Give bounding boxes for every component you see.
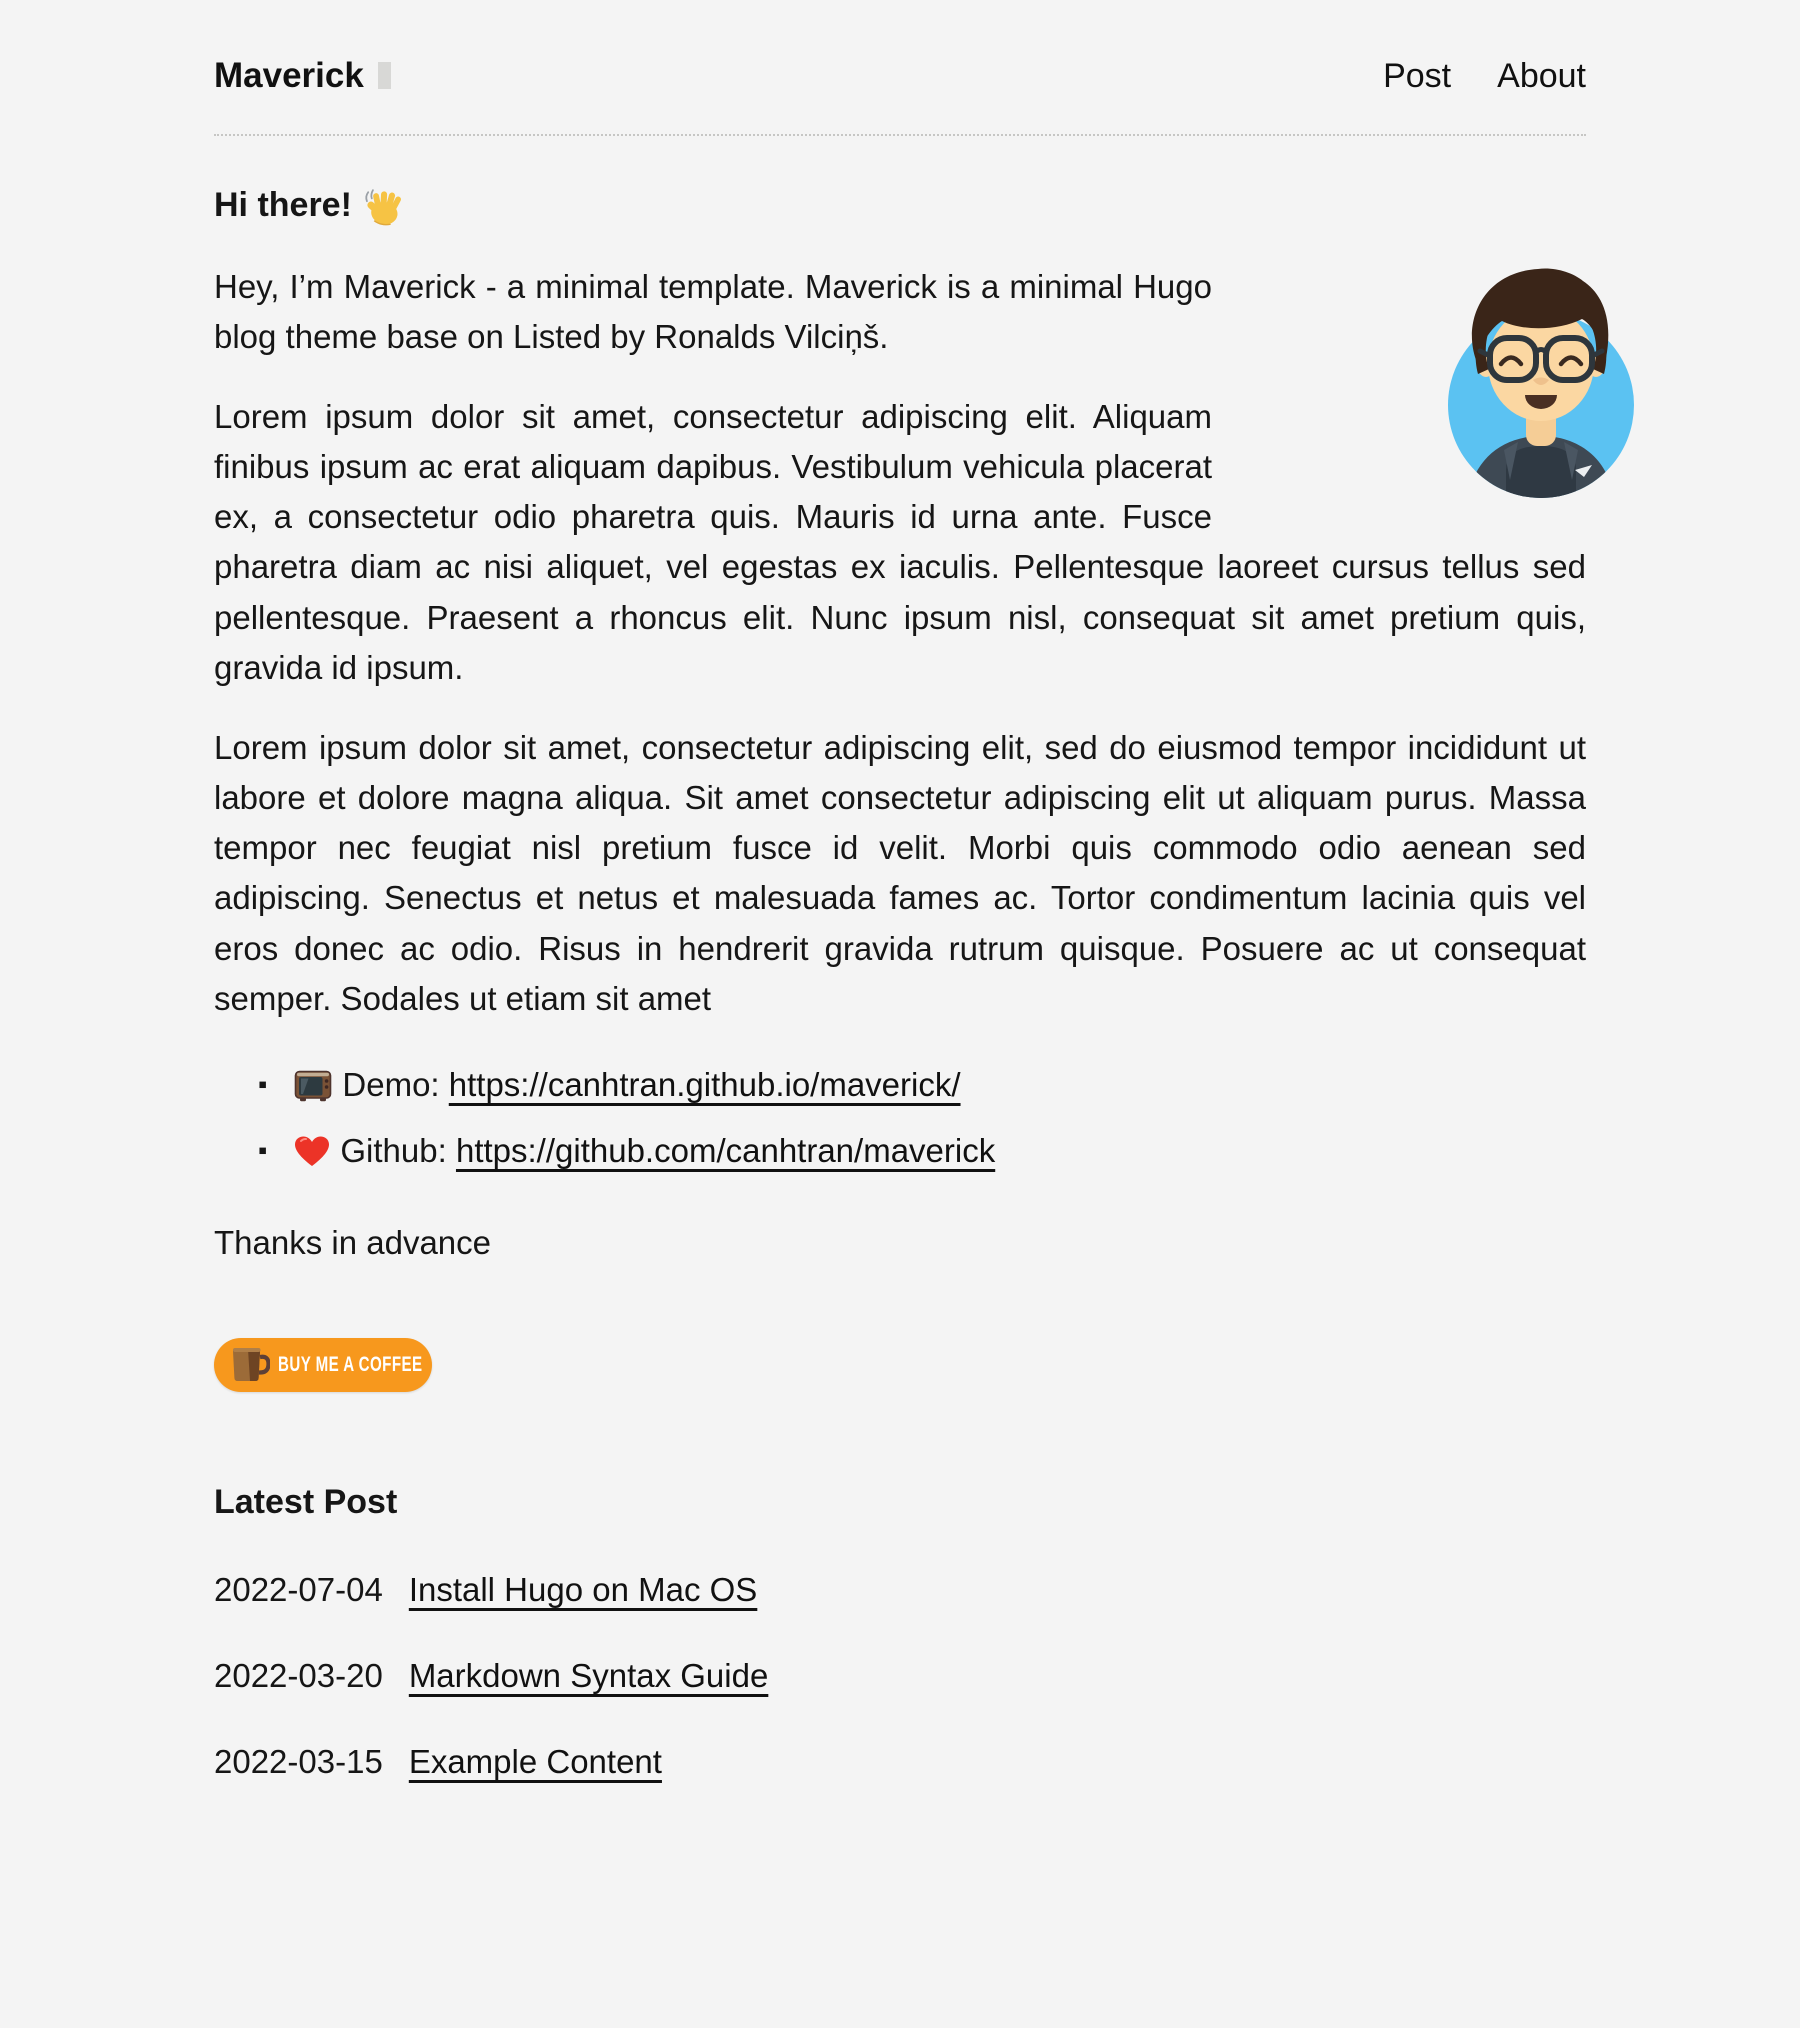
author-avatar <box>1212 258 1642 510</box>
latest-posts-heading: Latest Post <box>214 1483 398 1522</box>
list-item-demo <box>258 1060 1586 1116</box>
nav-link-about[interactable]: About <box>1497 57 1586 95</box>
main-nav <box>1383 57 1586 96</box>
coffee-button-label: BUY ME A COFFEE <box>278 1353 423 1377</box>
page-end-spacer <box>214 1788 1586 2028</box>
lorem-paragraph-1: Lorem ipsum dolor sit amet, consectetur adipiscing elit. Aliquam finibus ipsum ac erat aliquam dapibus. Vestibulum vehicula placerat ex, a consectetur odio pharetra quis. Mauris id urna ante. Fusce pharetra diam ac nisi aliquet, vel egestas ex iaculis. Pellentesque laoreet cursus tellus sed pellentesque. Praesent a rhoncus elit. Nunc ipsum nisl, consequat sit amet pretium quis, gravida id ipsum. <box>214 397 1586 686</box>
github-link[interactable]: https://github.com/canhtran/maverick <box>455 1132 996 1170</box>
github-label: Github: <box>340 1132 447 1170</box>
post-date: 2022-03-20 <box>214 1657 383 1695</box>
resource-list <box>214 1060 1586 1182</box>
title-cursor-block <box>378 62 391 89</box>
author-avatar-image <box>1440 264 1642 498</box>
coffee-mug-icon <box>226 1345 270 1385</box>
intro-paragraph: Hey, I’m Maverick - a minimal template. Maverick is a minimal Hugo blog theme base on Listed by Ronalds Vilciņš. <box>214 267 1212 355</box>
site-title-link[interactable] <box>214 56 391 96</box>
post-date: 2022-07-04 <box>214 1571 383 1609</box>
post-title-link[interactable]: Install Hugo on Mac OS <box>408 1571 758 1609</box>
post-row <box>214 1651 1586 1701</box>
post-row <box>214 1737 1586 1787</box>
nav-link-post[interactable]: Post <box>1383 57 1452 95</box>
heart-icon <box>294 1132 330 1182</box>
demo-label: Demo: <box>342 1065 440 1103</box>
tv-icon <box>294 1066 332 1116</box>
about-article <box>214 136 1586 2028</box>
page-container <box>214 0 1586 2028</box>
buy-me-a-coffee-button[interactable] <box>214 1338 432 1392</box>
greeting-text: Hi there! <box>214 186 352 224</box>
waving-hand-icon <box>364 187 406 229</box>
greeting-heading <box>214 180 1586 232</box>
post-row <box>214 1565 1586 1615</box>
site-title: Maverick <box>214 56 364 95</box>
post-title-link[interactable]: Markdown Syntax Guide <box>408 1657 769 1695</box>
post-title-link[interactable]: Example Content <box>408 1743 662 1781</box>
site-header <box>214 0 1586 136</box>
lorem-paragraph-2: Lorem ipsum dolor sit amet, consectetur adipiscing elit, sed do eiusmod tempor incididunt ut labore et dolore magna aliqua. Sit amet consectetur adipiscing elit ut aliquam purus. Massa tempor nec feugiat nisl pretium fusce id velit. Morbi quis commodo odio aenean sed adipiscing. Senectus et netus et malesuada fames ac. Tortor condimentum lacinia quis vel eros donec ac odio. Risus in hendrerit gravida rutrum quisque. Posuere ac ut consequat semper. Sodales ut etiam sit amet <box>214 728 1586 1017</box>
list-item-github <box>258 1126 1586 1182</box>
post-date: 2022-03-15 <box>214 1743 383 1781</box>
closing-text: Thanks in advance <box>214 1224 492 1262</box>
demo-link[interactable]: https://canhtran.github.io/maverick/ <box>448 1065 961 1103</box>
